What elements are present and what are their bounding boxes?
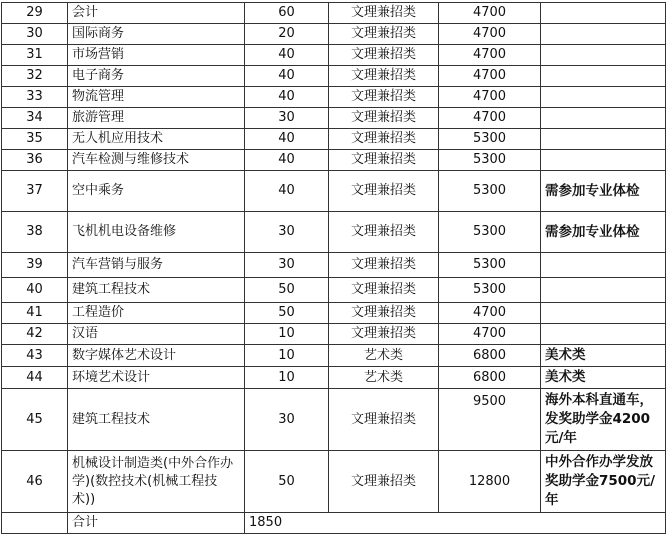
- total-label: 合计: [68, 513, 245, 534]
- table-row: [2, 451, 666, 513]
- table-row: [2, 345, 666, 367]
- table-row: [2, 108, 666, 129]
- tuition-fee: 4700: [439, 87, 541, 108]
- table-row: [2, 278, 666, 303]
- enrollment-count: 10: [245, 324, 329, 345]
- remark: 美术类: [541, 345, 666, 367]
- enrollment-count: 20: [245, 24, 329, 45]
- major-name: 电子商务: [68, 66, 245, 87]
- remark: [541, 303, 666, 324]
- table-row: [2, 3, 666, 24]
- remark: 海外本科直通车，发奖助学金4200元/年: [541, 389, 666, 451]
- row-number: 41: [2, 303, 68, 324]
- category: 文理兼招类: [329, 451, 439, 513]
- category: 文理兼招类: [329, 324, 439, 345]
- major-name: 旅游管理: [68, 108, 245, 129]
- enrollment-count: 10: [245, 345, 329, 367]
- row-number: 43: [2, 345, 68, 367]
- table-row: [2, 45, 666, 66]
- remark: 美术类: [541, 367, 666, 389]
- major-name: 环境艺术设计: [68, 367, 245, 389]
- enrollment-count: 40: [245, 87, 329, 108]
- total-value: 1850: [245, 513, 329, 534]
- total-spacer: [2, 513, 68, 534]
- category: 文理兼招类: [329, 150, 439, 171]
- major-name: 市场营销: [68, 45, 245, 66]
- tuition-fee: 5300: [439, 278, 541, 303]
- major-name: 飞机机电设备维修: [68, 212, 245, 253]
- major-name: 建筑工程技术: [68, 278, 245, 303]
- category: 文理兼招类: [329, 108, 439, 129]
- table-body: [2, 3, 666, 534]
- major-name: 无人机应用技术: [68, 129, 245, 150]
- enrollment-count: 40: [245, 66, 329, 87]
- category: 艺术类: [329, 367, 439, 389]
- tuition-fee: 5300: [439, 212, 541, 253]
- category: 文理兼招类: [329, 3, 439, 24]
- enrollment-count: 40: [245, 171, 329, 212]
- tuition-fee: 5300: [439, 129, 541, 150]
- row-number: 29: [2, 3, 68, 24]
- row-number: 32: [2, 66, 68, 87]
- major-name: 机械设计制造类(中外合作办学)(数控技术(机械工程技术)): [68, 451, 245, 513]
- tuition-fee: 4700: [439, 45, 541, 66]
- enrollment-table: [1, 2, 666, 534]
- category: 文理兼招类: [329, 389, 439, 451]
- category: 文理兼招类: [329, 66, 439, 87]
- remark: 中外合作办学发放奖助学金7500元/年: [541, 451, 666, 513]
- enrollment-count: 40: [245, 45, 329, 66]
- row-number: 33: [2, 87, 68, 108]
- enrollment-count: 60: [245, 3, 329, 24]
- tuition-fee: 9500: [439, 389, 541, 451]
- enrollment-count: 30: [245, 389, 329, 451]
- category: 艺术类: [329, 345, 439, 367]
- table-row: [2, 171, 666, 212]
- major-name: 汽车检测与维修技术: [68, 150, 245, 171]
- row-number: 45: [2, 389, 68, 451]
- remark: [541, 66, 666, 87]
- major-name: 数字媒体艺术设计: [68, 345, 245, 367]
- tuition-fee: 4700: [439, 303, 541, 324]
- major-name: 汽车营销与服务: [68, 253, 245, 278]
- remark: [541, 3, 666, 24]
- remark: [541, 278, 666, 303]
- remark: [541, 129, 666, 150]
- table-row: [2, 324, 666, 345]
- row-number: 37: [2, 171, 68, 212]
- category: 文理兼招类: [329, 278, 439, 303]
- remark: [541, 150, 666, 171]
- tuition-fee: 6800: [439, 345, 541, 367]
- category: 文理兼招类: [329, 24, 439, 45]
- tuition-fee: 4700: [439, 66, 541, 87]
- table-row: [2, 129, 666, 150]
- remark: [541, 87, 666, 108]
- row-number: 30: [2, 24, 68, 45]
- enrollment-count: 50: [245, 278, 329, 303]
- major-name: 会计: [68, 3, 245, 24]
- table-row: [2, 24, 666, 45]
- total-empty-cell: [541, 513, 666, 534]
- table-row: [2, 253, 666, 278]
- category: 文理兼招类: [329, 303, 439, 324]
- remark: [541, 24, 666, 45]
- table-row: [2, 87, 666, 108]
- enrollment-count: 30: [245, 212, 329, 253]
- category: 文理兼招类: [329, 45, 439, 66]
- category: 文理兼招类: [329, 171, 439, 212]
- table-row: [2, 212, 666, 253]
- major-name: 工程造价: [68, 303, 245, 324]
- tuition-fee: 5300: [439, 150, 541, 171]
- remark: [541, 324, 666, 345]
- table-row: [2, 66, 666, 87]
- total-empty-cell: [329, 513, 439, 534]
- tuition-fee: 4700: [439, 324, 541, 345]
- major-name: 物流管理: [68, 87, 245, 108]
- remark: 需参加专业体检: [541, 171, 666, 212]
- row-number: 39: [2, 253, 68, 278]
- row-number: 35: [2, 129, 68, 150]
- remark: [541, 108, 666, 129]
- remark: 需参加专业体检: [541, 212, 666, 253]
- row-number: 31: [2, 45, 68, 66]
- enrollment-count: 50: [245, 303, 329, 324]
- row-number: 34: [2, 108, 68, 129]
- enrollment-count: 30: [245, 108, 329, 129]
- tuition-fee: 4700: [439, 108, 541, 129]
- remark: [541, 253, 666, 278]
- category: 文理兼招类: [329, 87, 439, 108]
- major-name: 空中乘务: [68, 171, 245, 212]
- tuition-fee: 12800: [439, 451, 541, 513]
- table-row: [2, 367, 666, 389]
- row-number: 40: [2, 278, 68, 303]
- major-name: 汉语: [68, 324, 245, 345]
- row-number: 46: [2, 451, 68, 513]
- tuition-fee: 4700: [439, 24, 541, 45]
- table-row: [2, 389, 666, 451]
- enrollment-count: 10: [245, 367, 329, 389]
- tuition-fee: 6800: [439, 367, 541, 389]
- row-number: 42: [2, 324, 68, 345]
- tuition-fee: 4700: [439, 3, 541, 24]
- enrollment-count: 40: [245, 129, 329, 150]
- category: 文理兼招类: [329, 212, 439, 253]
- major-name: 建筑工程技术: [68, 389, 245, 451]
- enrollment-count: 40: [245, 150, 329, 171]
- category: 文理兼招类: [329, 129, 439, 150]
- category: 文理兼招类: [329, 253, 439, 278]
- total-empty-cell: [439, 513, 541, 534]
- tuition-fee: 5300: [439, 171, 541, 212]
- row-number: 44: [2, 367, 68, 389]
- row-number: 38: [2, 212, 68, 253]
- enrollment-count: 30: [245, 253, 329, 278]
- remark: [541, 45, 666, 66]
- table-row: [2, 303, 666, 324]
- total-row: [2, 513, 666, 534]
- enrollment-count: 50: [245, 451, 329, 513]
- tuition-fee: 5300: [439, 253, 541, 278]
- table-row: [2, 150, 666, 171]
- row-number: 36: [2, 150, 68, 171]
- major-name: 国际商务: [68, 24, 245, 45]
